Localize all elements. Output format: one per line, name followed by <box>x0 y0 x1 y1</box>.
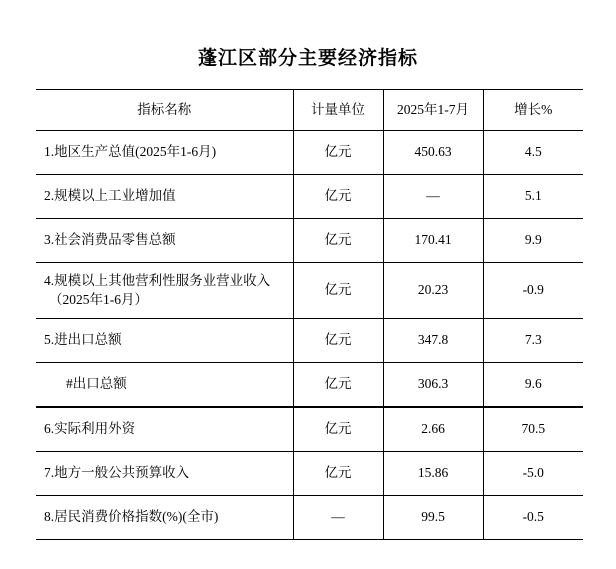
growth-cell: 9.6 <box>483 363 583 408</box>
value-cell: 99.5 <box>383 496 483 540</box>
table-row <box>36 263 583 319</box>
economic-indicators-table <box>36 89 583 540</box>
table-row <box>36 452 583 496</box>
table-row <box>36 131 583 175</box>
unit-cell: 亿元 <box>293 319 383 363</box>
table-row <box>36 363 583 408</box>
value-cell: — <box>383 175 483 219</box>
value-cell: 20.23 <box>383 263 483 319</box>
value-cell: 347.8 <box>383 319 483 363</box>
unit-cell: 亿元 <box>293 131 383 175</box>
growth-cell: -0.9 <box>483 263 583 319</box>
value-cell: 170.41 <box>383 219 483 263</box>
growth-cell: -0.5 <box>483 496 583 540</box>
header-indicator-name: 指标名称 <box>36 90 293 131</box>
indicator-name-cell: 7.地方一般公共预算收入 <box>36 452 293 496</box>
growth-cell: 4.5 <box>483 131 583 175</box>
unit-cell: — <box>293 496 383 540</box>
economic-indicators-table-wrap <box>36 89 583 540</box>
value-cell: 450.63 <box>383 131 483 175</box>
unit-cell: 亿元 <box>293 407 383 452</box>
table-header-row <box>36 90 583 131</box>
header-unit: 计量单位 <box>293 90 383 131</box>
indicator-name-line1: 4.规模以上其他营利性服务业营业收入 <box>44 273 271 289</box>
unit-cell: 亿元 <box>293 175 383 219</box>
unit-cell: 亿元 <box>293 452 383 496</box>
growth-cell: 9.9 <box>483 219 583 263</box>
value-cell: 2.66 <box>383 407 483 452</box>
indicator-name-line2: （2025年1-6月） <box>49 291 148 307</box>
unit-cell: 亿元 <box>293 263 383 319</box>
value-cell: 15.86 <box>383 452 483 496</box>
growth-cell: -5.0 <box>483 452 583 496</box>
table-row <box>36 319 583 363</box>
indicator-name-cell: 6.实际利用外资 <box>36 407 293 452</box>
unit-cell: 亿元 <box>293 363 383 408</box>
indicator-name-cell: 3.社会消费品零售总额 <box>36 219 293 263</box>
indicator-name-cell <box>36 263 293 319</box>
table-row <box>36 175 583 219</box>
header-growth: 增长% <box>483 90 583 131</box>
table-row <box>36 496 583 540</box>
growth-cell: 7.3 <box>483 319 583 363</box>
header-period: 2025年1-7月 <box>383 90 483 131</box>
page-title: 蓬江区部分主要经济指标 <box>197 48 418 69</box>
table-row <box>36 219 583 263</box>
unit-cell: 亿元 <box>293 219 383 263</box>
indicator-name-cell: 1.地区生产总值(2025年1-6月) <box>36 131 293 175</box>
table-row <box>36 407 583 452</box>
indicator-name-cell: #出口总额 <box>36 363 293 408</box>
value-cell: 306.3 <box>383 363 483 408</box>
growth-cell: 5.1 <box>483 175 583 219</box>
growth-cell: 70.5 <box>483 407 583 452</box>
indicator-name-cell: 5.进出口总额 <box>36 319 293 363</box>
indicator-name-cell: 8.居民消费价格指数(%)(全市) <box>36 496 293 540</box>
indicator-name-cell: 2.规模以上工业增加值 <box>36 175 293 219</box>
